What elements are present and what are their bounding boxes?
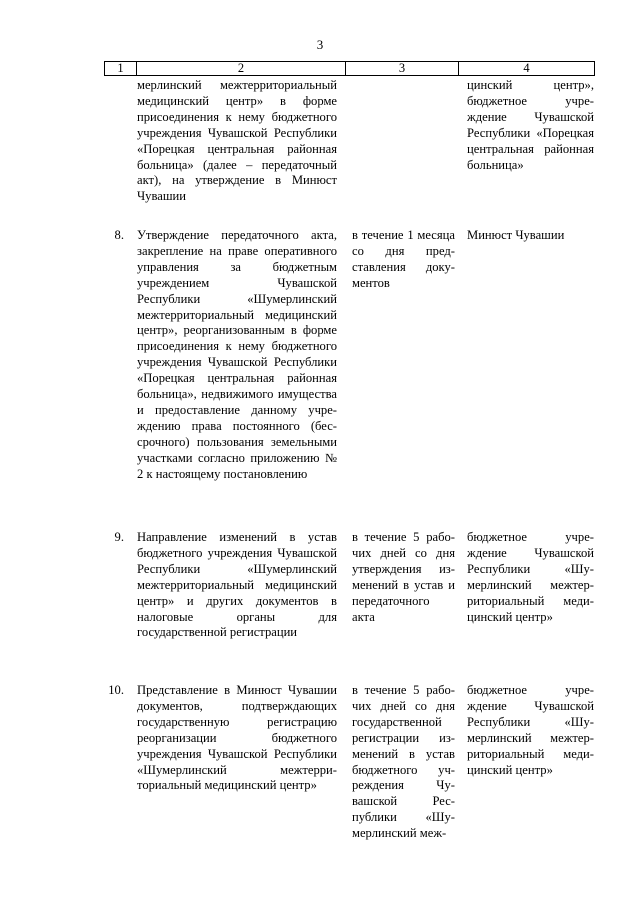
row-10-number: 10. <box>108 683 124 697</box>
header-col-1: 1 <box>105 62 137 76</box>
row-9-action: Направление изменений в устав бюджетного учреждения Чувашской Республики «Шумерлинский межтерриториальный медицинский центр» и других документов в налоговые органы для государственной регистрации <box>137 530 337 640</box>
row-10-term: в течение 5 рабочих дней со дня государственной регистрации изменений в устав бюджетного учреждения Чувашской Республики «Шумерлинский меж- <box>352 683 455 841</box>
row-10-action: Представление в Минюст Чувашии документов, подтверждающих государственную регистрацию реорганизации бюджетного учреждения Чувашской Республики «Шумерлинский межтерриториальный медицинский центр» <box>137 683 337 793</box>
row-10-responsible: бюджетное учреждение Чувашской Республики «Шумерлинский межтерриториальный медицинский центр» <box>467 683 594 777</box>
header-col-4: 4 <box>459 62 595 76</box>
row-9-term: в течение 5 рабочих дней со дня утверждения изменений в устав и передаточного акта <box>352 530 455 624</box>
header-col-3: 3 <box>346 62 459 76</box>
row-8-number: 8. <box>114 228 124 242</box>
continuation-responsible: цинский центр», бюджетное учреждение Чувашской Республики «Порецкая центральная районная больница» <box>467 78 594 172</box>
header-row <box>105 62 595 76</box>
column-number-header <box>104 61 595 76</box>
row-8-term: в течение 1 месяца со дня представления документов <box>352 228 455 290</box>
continuation-action: мерлинский межтерриториальный медицинский центр» в форме присоединения к нему бюджетного учреждения Чувашской Республики «Порецкая центральная районная больница» (далее – передаточный акт), на утверждение в Минюст Чувашии <box>137 78 337 204</box>
page-number: 3 <box>316 37 324 52</box>
row-9-responsible: бюджетное учреждение Чувашской Республики «Шумерлинский межтерриториальный медицинский центр» <box>467 530 594 624</box>
header-col-2: 2 <box>137 62 346 76</box>
row-9-number: 9. <box>114 530 124 544</box>
row-8-action: Утверждение передаточного акта, закрепление на праве оперативного управления за бюджетным учреждением Чувашской Республики «Шумерлинский межтерриториальный медицинский центр», реорганизованным в форме присоединения к нему бюджетного учреждения Чувашской Республики «Порецкая центральная районная больница», недвижимого имущества и предоставление данному учреждению права постоянного (бессрочного) пользования земельными участками согласно приложению № 2 к настоящему постановлению <box>137 228 337 481</box>
row-8-responsible: Минюст Чувашии <box>467 228 565 242</box>
